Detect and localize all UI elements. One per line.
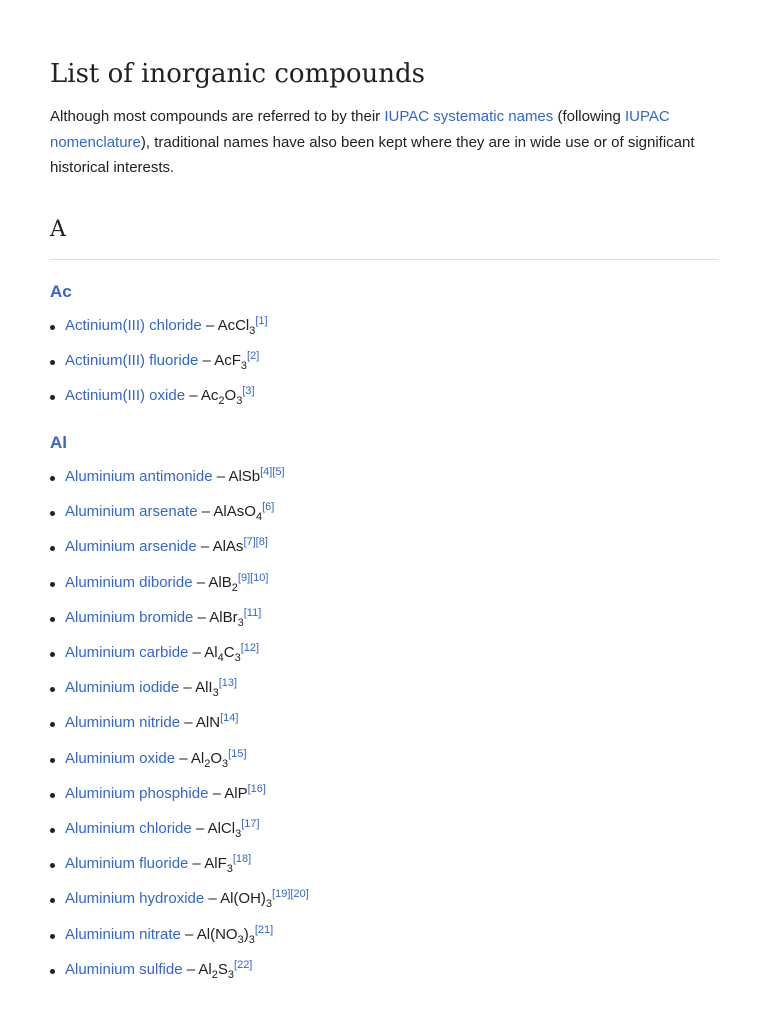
reference-link[interactable]: [19] — [272, 888, 291, 901]
references — [219, 677, 237, 689]
references — [255, 315, 267, 327]
separator: – — [188, 855, 205, 873]
separator: – — [180, 714, 196, 732]
list-item — [50, 676, 718, 711]
references — [255, 924, 273, 936]
list-item — [50, 641, 718, 676]
compound-link[interactable]: Aluminium bromide — [65, 608, 194, 626]
list-item — [50, 314, 718, 349]
list-item — [50, 747, 718, 782]
reference-link[interactable]: [13] — [218, 677, 238, 690]
references — [247, 350, 259, 362]
compound-link[interactable]: Aluminium arsenide — [65, 538, 197, 556]
separator: – — [180, 925, 197, 943]
reference-link[interactable]: [16] — [247, 782, 266, 795]
compound-link[interactable]: Aluminium nitrate — [65, 925, 181, 943]
separator: – — [188, 644, 205, 661]
compound-link[interactable]: Aluminium oxide — [65, 749, 176, 767]
formula-subscript: 3 — [212, 687, 219, 700]
reference-link[interactable]: [9] — [237, 571, 251, 584]
formula-text: O — [224, 386, 237, 404]
chemical-formula — [214, 351, 248, 372]
references — [272, 888, 309, 900]
compound-link[interactable]: Actinium(III) fluoride — [65, 351, 199, 369]
compound-link[interactable]: Aluminium hydroxide — [65, 890, 205, 908]
formula-text: AlCl — [207, 819, 236, 837]
list-item — [50, 571, 718, 606]
formula-text: AlP — [224, 784, 248, 802]
chemical-formula — [204, 855, 233, 876]
reference-link[interactable]: [17] — [241, 817, 260, 830]
references — [248, 783, 266, 795]
formula-text: AlB — [208, 573, 232, 591]
reference-link[interactable]: [4] — [260, 466, 273, 479]
separator: – — [193, 608, 210, 626]
separator: – — [175, 749, 191, 767]
formula-text: AcF — [214, 351, 241, 369]
separator: – — [192, 573, 209, 591]
formula-subscript: 4 — [255, 511, 263, 524]
list-item — [50, 782, 718, 817]
compound-link[interactable]: Aluminium iodide — [65, 679, 180, 697]
formula-text: Al(OH) — [220, 890, 266, 908]
section-heading-a: A — [50, 215, 718, 260]
compound-link[interactable]: Aluminium chloride — [65, 819, 192, 837]
formula-subscript: 3 — [236, 394, 243, 407]
references — [238, 572, 269, 584]
formula-text: S — [217, 960, 228, 978]
separator: – — [212, 468, 229, 486]
formula-text: AlF — [204, 855, 227, 873]
compound-link[interactable]: Aluminium carbide — [65, 644, 189, 661]
separator: – — [191, 819, 208, 837]
reference-link[interactable]: [6] — [262, 501, 275, 514]
chemical-formula — [224, 785, 247, 802]
intro-text: ), traditional names have also been kept where they are in wide use or of significant historical interests. — [50, 133, 695, 176]
separator: – — [182, 960, 199, 978]
references — [243, 536, 267, 548]
reference-link[interactable]: [3] — [242, 384, 255, 397]
references — [260, 466, 284, 478]
list-item — [50, 817, 718, 852]
reference-link[interactable]: [5] — [272, 466, 285, 479]
formula-subscript: 3 — [237, 616, 244, 629]
formula-subscript: 2 — [231, 581, 238, 594]
chemical-formula — [204, 644, 241, 664]
compound-link[interactable]: Aluminium antimonide — [65, 468, 213, 486]
references — [228, 748, 246, 760]
formula-subscript: 3 — [265, 898, 273, 911]
compound-link[interactable]: Aluminium diboride — [65, 573, 193, 591]
chemical-formula — [190, 749, 229, 770]
subsection-heading-ac[interactable]: Ac — [50, 281, 72, 301]
references — [244, 607, 262, 619]
formula-text: AlAs — [212, 538, 244, 556]
references — [220, 712, 238, 724]
compound-link[interactable]: Aluminium phosphide — [65, 784, 209, 802]
formula-text: Al — [190, 749, 205, 767]
references — [233, 853, 251, 865]
compound-link[interactable]: Actinium(III) oxide — [65, 386, 186, 404]
compound-list-ac — [50, 314, 718, 420]
compound-link[interactable]: Aluminium nitride — [65, 714, 181, 732]
compound-link[interactable]: Aluminium sulfide — [65, 960, 183, 978]
chemical-formula — [207, 819, 242, 840]
chemical-formula — [220, 890, 273, 911]
formula-subscript: 2 — [218, 394, 225, 407]
compound-link[interactable]: Aluminium fluoride — [65, 855, 189, 873]
iupac-systematic-names-link[interactable]: IUPAC systematic names — [384, 108, 554, 125]
references — [234, 959, 252, 971]
list-item — [50, 887, 718, 922]
separator: – — [198, 351, 215, 369]
compound-link[interactable]: Actinium(III) chloride — [65, 316, 202, 334]
reference-link[interactable]: [2] — [247, 349, 260, 362]
formula-text: AlAsO — [213, 503, 256, 521]
formula-text: AcCl — [217, 316, 250, 334]
references — [241, 642, 259, 654]
list-item — [50, 852, 718, 887]
formula-text: Al — [204, 644, 218, 661]
formula-subscript: 3 — [227, 968, 235, 981]
reference-link[interactable]: [8] — [255, 536, 268, 549]
reference-link[interactable]: [7] — [243, 536, 256, 549]
page-title: List of inorganic compounds — [50, 59, 425, 89]
formula-subscript: 4 — [217, 652, 224, 664]
references — [262, 501, 274, 513]
list-item — [50, 606, 718, 641]
reference-link[interactable]: [14] — [220, 712, 239, 725]
compound-link[interactable]: Aluminium arsenate — [65, 503, 198, 521]
chemical-formula — [196, 925, 255, 946]
separator: – — [185, 386, 201, 404]
formula-subscript: 3 — [237, 933, 244, 946]
list-item — [50, 500, 718, 535]
formula-subscript: 3 — [249, 324, 256, 337]
separator: – — [197, 503, 214, 521]
list-item — [50, 958, 718, 993]
formula-text: Al(NO — [196, 925, 238, 943]
formula-text: ) — [243, 925, 249, 943]
intro-text: (following — [553, 108, 625, 125]
reference-link[interactable]: [15] — [228, 747, 247, 760]
formula-subscript: 2 — [211, 968, 218, 981]
iupac-nomenclature-link[interactable]: IUPAC nomenclature — [50, 108, 670, 151]
subsection-heading-al[interactable]: Al — [50, 433, 67, 453]
reference-link[interactable]: [10] — [250, 571, 269, 584]
reference-link[interactable]: [21] — [254, 923, 274, 936]
chemical-formula — [208, 573, 238, 594]
chemical-formula — [209, 608, 244, 629]
reference-link[interactable]: [12] — [240, 642, 260, 654]
separator: – — [201, 316, 218, 334]
reference-link[interactable]: [11] — [243, 606, 262, 619]
chemical-formula — [213, 503, 263, 524]
reference-link[interactable]: [22] — [234, 958, 253, 971]
formula-subscript: 2 — [204, 757, 211, 770]
chemical-formula — [228, 468, 260, 485]
reference-link[interactable]: [20] — [290, 888, 309, 901]
list-item — [50, 349, 718, 384]
formula-text: C — [223, 644, 235, 661]
chemical-formula — [196, 714, 220, 731]
separator: – — [196, 538, 213, 556]
list-item — [50, 923, 718, 958]
formula-text: AlBr — [209, 608, 238, 626]
reference-link[interactable]: [18] — [232, 853, 252, 866]
intro-paragraph — [50, 104, 718, 181]
separator: – — [208, 784, 225, 802]
formula-subscript: 3 — [226, 863, 233, 876]
formula-subscript: 3 — [235, 827, 242, 840]
formula-text: AlI — [195, 679, 213, 697]
separator: – — [179, 679, 196, 697]
compound-list-al — [50, 465, 718, 993]
formula-text: Al — [198, 960, 212, 978]
references — [242, 385, 254, 397]
list-item — [50, 465, 718, 500]
list-item — [50, 711, 718, 746]
formula-text: Ac — [200, 386, 219, 404]
references — [241, 818, 259, 830]
chemical-formula — [213, 538, 244, 555]
chemical-formula — [200, 386, 243, 407]
formula-subscript: 3 — [248, 933, 255, 946]
list-item — [50, 535, 718, 570]
chemical-formula — [217, 316, 256, 337]
separator: – — [204, 890, 221, 908]
formula-text: AlSb — [228, 468, 261, 486]
formula-text: AlN — [195, 714, 221, 732]
reference-link[interactable]: [1] — [255, 314, 268, 327]
formula-subscript: 3 — [234, 652, 241, 664]
formula-subscript: 3 — [222, 757, 229, 770]
formula-text: O — [210, 749, 223, 767]
intro-text: Although most compounds are referred to by their — [50, 108, 385, 125]
chemical-formula — [198, 960, 235, 981]
chemical-formula — [195, 679, 219, 700]
formula-subscript: 3 — [240, 359, 248, 372]
list-item — [50, 384, 718, 419]
